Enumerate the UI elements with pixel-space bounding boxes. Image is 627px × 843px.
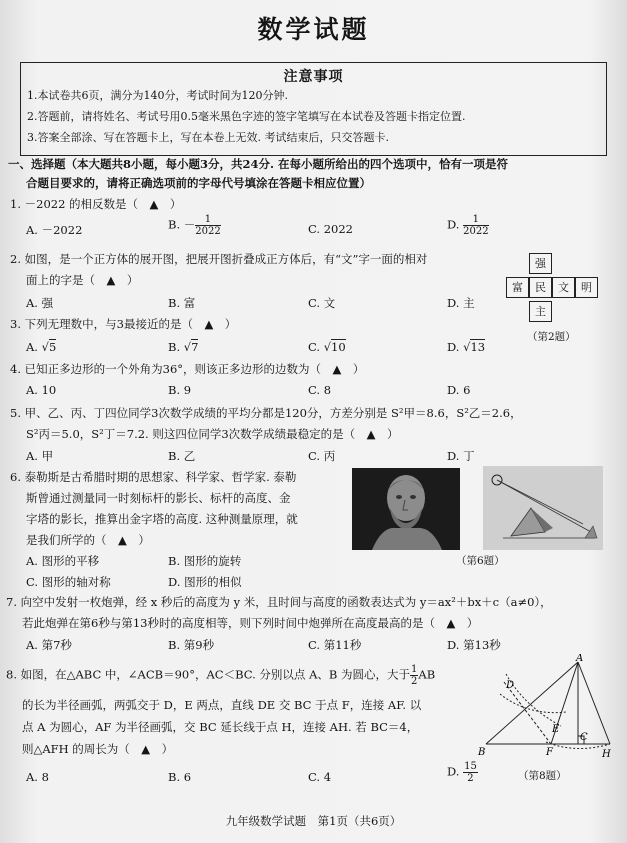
q6-option-d: D. 图形的相似 [168,575,242,589]
q8-option-b: B. 6 [168,770,192,784]
segment-de [504,682,551,744]
question-5-line2: S²丙＝5.0，S²丁＝7.2. 则这四位同学3次数学成绩最稳定的是（ ▲ ） [26,427,399,441]
q3-option-b: B. √7 [168,340,199,354]
net-cell: 主 [529,301,552,322]
q6-option-a: A. 图形的平移 [26,554,100,568]
q3-option-c: C. √10 [308,340,346,354]
question-2-line2: 面上的字是（ ▲ ） [26,273,139,287]
q4-option-c: C. 8 [308,383,332,397]
arc-from-a [500,694,566,713]
figure-caption: （第8题） [518,770,567,782]
question-6-line1: 6. 泰勒斯是古希腊时期的思想家、科学家、哲学家. 泰勒 [10,470,297,484]
net-cell: 明 [575,277,598,298]
point-label-b: B [478,747,486,758]
question-6-line2: 斯曾通过测量同一时刻标杆的影长、标杆的高度、金 [26,491,291,505]
question-2-line1: 2. 如图，是一个正方体的展开图，把展开图折叠成正方体后，有“文”字一面的相对 [10,252,428,266]
q5-option-c: C. 丙 [308,449,336,463]
notice-item: 3.答案全部涂、写在答题卡上，写在本卷上无效. 考试结束后，只交答题卡. [27,131,389,144]
notice-heading: 注意事项 [283,69,344,85]
q7-option-d: D. 第13秒 [447,638,501,652]
q3-option-d: D. √13 [447,340,486,354]
notice-item: 1.本试卷共6页，满分为140分，考试时间为120分钟. [27,89,288,102]
q1-option-d: D. $\frac{1}{2022}$ [447,214,489,237]
notice-box [20,62,607,156]
q5-option-a: A. 甲 [26,449,54,463]
question-6-line4: 是我们所学的（ ▲ ） [26,533,150,547]
q4-option-d: D. 6 [447,383,471,397]
q2-option-d: D. 主 [447,296,475,310]
question-8-line1: 8. 如图，在△ABC 中，∠ACB＝90°，AC＜BC. 分别以点 A、B 为圆心，大于 $\frac{1}{2}$ AB [6,664,436,687]
question-3-stem: 3. 下列无理数中，与3最接近的是（ ▲ ） [10,317,237,331]
point-label-f: F [546,747,553,758]
q6-option-c: C. 图形的轴对称 [26,575,111,589]
page-footer: 九年级数学试题 第1页（共6页） [225,814,402,828]
net-cell: 富 [506,277,529,298]
question-8-line2: 的长为半径画弧，两弧交于 D，E 两点，直线 DE 交 BC 于点 F，连接 AF. 以 [22,698,422,712]
point-label-h: H [602,749,611,760]
question-6-line3: 字塔的影长，推算出金字塔的高度. 这种测量原理，就 [26,512,298,526]
q1-option-a: A. －2022 [26,223,83,237]
page-title: 数学试题 [257,15,370,44]
q6-option-b: B. 图形的旋转 [168,554,242,568]
net-cell: 强 [529,253,552,274]
q7-option-a: A. 第7秒 [26,638,72,652]
q4-option-b: B. 9 [168,383,192,397]
question-4-stem: 4. 已知正多边形的一个外角为36°，则该正多边形的边数为（ ▲ ） [10,362,365,376]
net-cell: 文 [552,277,575,298]
question-7-line1: 7. 向空中发射一枚炮弹，经 x 秒后的高度为 y 米，且时间与高度的函数表达式为 y＝ax²＋bx＋c（a≠0）， [6,595,552,609]
q2-option-c: C. 文 [308,296,336,310]
q3-option-a: A. √5 [26,340,57,354]
q5-option-d: D. 丁 [447,449,475,463]
point-label-d: D [506,680,515,691]
q8-option-c: C. 4 [308,770,332,784]
point-label-a: A [576,654,584,664]
q4-option-a: A. 10 [26,383,57,397]
q8-option-a: A. 8 [26,770,49,784]
net-cell: 民 [529,277,552,298]
point-label-c: C [580,732,588,743]
q1-option-b: B. － $\frac{1}{2022}$ [168,214,221,237]
question-8-line3: 点 A 为圆心，AF 为半径画弧，交 BC 延长线于点 H，连接 AH. 若 BC＝4， [22,720,419,734]
notice-item: 2.答题前，请将姓名、考试号用0.5毫米黑色字迹的签字笔填写在本试卷及答题卡指定位置. [27,110,466,123]
section-heading-line1: 一、选择题（本大题共8小题，每小题3分，共24分. 在每小题所给出的四个选项中，恰有一项是符 [8,157,509,171]
point-label-e: E [552,724,560,735]
pyramid-shadow-figure [483,466,603,550]
q2-option-b: B. 富 [168,296,196,310]
question-5-line1: 5. 甲、乙、丙、丁四位同学3次数学成绩的平均分都是120分，方差分别是 S²甲＝8.6，S²乙＝2.6， [10,406,522,420]
triangle-geometry-figure [476,654,621,764]
thales-portrait-image [352,468,460,550]
q2-option-a: A. 强 [26,296,54,310]
figure-caption: （第6题） [456,555,505,567]
q5-option-b: B. 乙 [168,449,196,463]
q7-option-b: B. 第9秒 [168,638,215,652]
q8-option-d: D. $\frac{15}{2}$ [447,761,477,784]
q1-option-c: C. 2022 [308,222,353,236]
question-7-line2: 若此炮弹在第6秒与第13秒时的高度相等，则下列时间中炮弹所在高度最高的是（ ▲ ） [22,616,479,630]
q7-option-c: C. 第11秒 [308,638,362,652]
question-8-line4: 则△AFH 的周长为（ ▲ ） [22,742,174,756]
question-1-stem: 1. －2022 的相反数是（ ▲ ） [10,197,182,211]
section-heading-line2: 合题目要求的，请将正确选项前的字母代号填涂在答题卡相应位置） [26,176,371,190]
figure-caption: （第2题） [527,331,576,343]
